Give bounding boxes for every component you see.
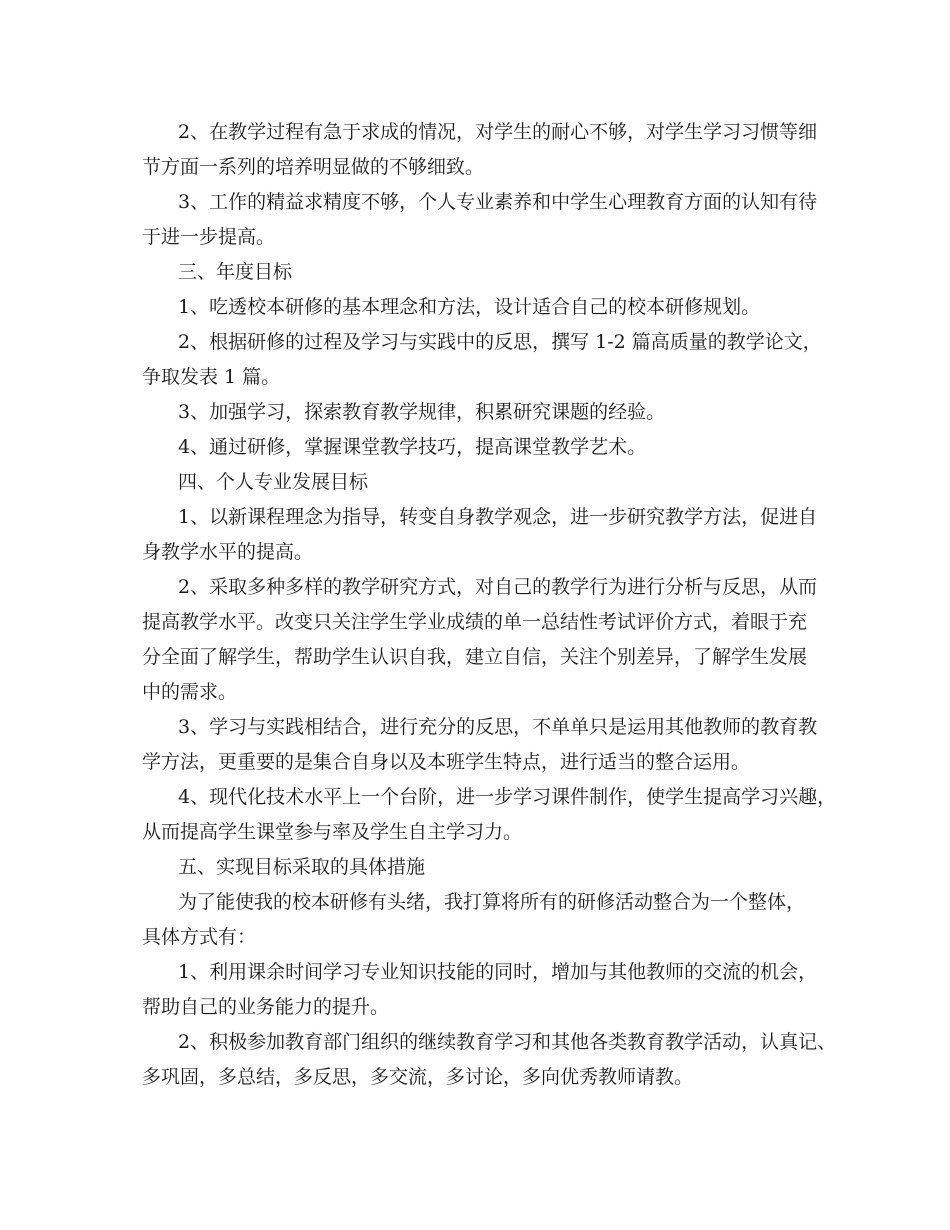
paragraph-line: 身教学水平的提高。 (142, 541, 314, 563)
paragraph-line: 3、学习与实践相结合，进行充分的反思，不单单只是运用其他教师的教育教 (178, 716, 818, 738)
paragraph-line: 2、根据研修的过程及学习与实践中的反思，撰写 1-2 篇高质量的教学论文， (178, 331, 822, 353)
paragraph-line: 2、采取多种多样的教学研究方式，对自己的教学行为进行分析与反思，从而 (178, 576, 818, 598)
paragraph-line: 分全面了解学生，帮助学生认识自我，建立自信，关注个别差异，了解学生发展 (142, 646, 808, 668)
paragraph-line: 2、积极参加教育部门组织的继续教育学习和其他各类教育教学活动，认真记、 (178, 1031, 837, 1053)
paragraph-line: 3、加强学习，探索教育教学规律，积累研究课题的经验。 (178, 401, 666, 423)
paragraph-line: 多巩固，多总结，多反思，多交流，多讨论，多向优秀教师请教。 (142, 1066, 694, 1088)
paragraph-line: 争取发表 1 篇。 (142, 366, 281, 388)
paragraph-line: 1、以新课程理念为指导，转变自身教学观念，进一步研究教学方法，促进自 (178, 506, 818, 528)
paragraph-line: 于进一步提高。 (142, 226, 276, 248)
paragraph-line: 2、在教学过程有急于求成的情况，对学生的耐心不够，对学生学习习惯等细 (178, 121, 818, 143)
section-heading: 三、年度目标 (178, 261, 293, 283)
paragraph-line: 4、通过研修，掌握课堂教学技巧，提高课堂教学艺术。 (178, 436, 647, 458)
paragraph-line: 1、吃透校本研修的基本理念和方法，设计适合自己的校本研修规划。 (178, 296, 761, 318)
paragraph-line: 1、利用课余时间学习专业知识技能的同时，增加与其他教师的交流的机会， (178, 961, 818, 983)
paragraph-line: 具体方式有： (142, 926, 257, 948)
paragraph-line: 中的需求。 (142, 681, 238, 703)
paragraph-line: 从而提高学生课堂参与率及学生自主学习力。 (142, 821, 523, 843)
paragraph-line: 3、工作的精益求精度不够，个人专业素养和中学生心理教育方面的认知有待 (178, 191, 818, 213)
section-heading: 四、个人专业发展目标 (178, 471, 369, 493)
paragraph-line: 提高教学水平。改变只关注学生学业成绩的单一总结性考试评价方式，着眼于充 (142, 611, 808, 633)
paragraph-line: 学方法，更重要的是集合自身以及本班学生特点，进行适当的整合运用。 (142, 751, 751, 773)
section-heading: 五、实现目标采取的具体措施 (178, 856, 426, 878)
paragraph-line: 为了能使我的校本研修有头绪，我打算将所有的研修活动整合为一个整体， (178, 891, 806, 913)
paragraph-line: 帮助自己的业务能力的提升。 (142, 996, 390, 1018)
paragraph-line: 4、现代化技术水平上一个台阶，进一步学习课件制作，使学生提高学习兴趣， (178, 786, 837, 808)
paragraph-line: 节方面一系列的培养明显做的不够细致。 (142, 156, 485, 178)
